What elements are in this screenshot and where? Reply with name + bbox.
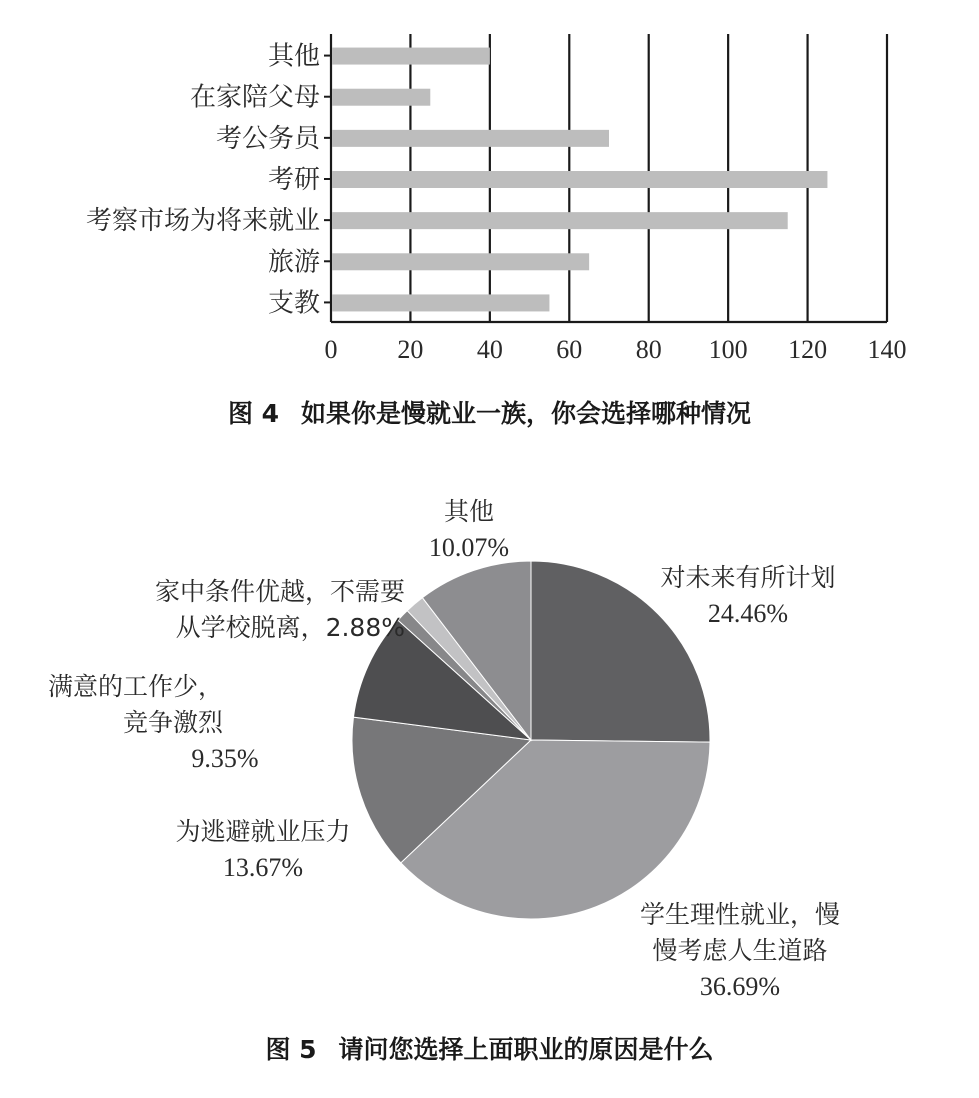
slice-value-label: 13.67%: [222, 853, 304, 882]
x-tick-label: 80: [635, 335, 662, 364]
slice-label: 学生理性就业，慢: [639, 900, 841, 929]
category-label: 旅游: [267, 247, 320, 278]
category-label: 在家陪父母: [189, 82, 320, 113]
bar: [332, 89, 430, 106]
category-label: 其他: [267, 41, 320, 72]
bar: [332, 212, 788, 229]
slice-label: 为逃避就业压力: [175, 817, 351, 846]
bar: [332, 294, 549, 311]
slice-label: 其他: [443, 497, 495, 526]
category-label: 考察市场为将来就业: [85, 206, 320, 237]
slice-value-label: 24.46%: [707, 599, 789, 628]
slice-value-label: 10.07%: [428, 533, 510, 562]
x-tick-label: 40: [476, 335, 503, 364]
x-tick-label: 100: [708, 335, 748, 364]
slice-value-label: 9.35%: [191, 744, 259, 773]
slice-label: 从学校脱离，2.88%: [175, 613, 405, 642]
slice-label: 家中条件优越，不需要: [154, 577, 405, 606]
x-tick-label: 20: [397, 335, 424, 364]
pie-chart: [0, 470, 979, 1020]
figure-5-number: 图 5: [265, 1035, 317, 1064]
slice-label: 满意的工作少，: [47, 672, 223, 701]
bar: [332, 253, 589, 270]
category-label: 考公务员: [215, 123, 320, 154]
x-tick-label: 60: [556, 335, 583, 364]
category-label: 考研: [267, 165, 320, 195]
figure-5-title: 请问您选择上面职业的原因是什么: [338, 1035, 714, 1064]
bar: [332, 48, 490, 65]
x-tick-label: 0: [324, 335, 338, 364]
x-tick-label: 140: [867, 335, 907, 364]
slice-label: 竞争激烈: [122, 708, 223, 737]
figure-4-caption: [0, 394, 979, 430]
bar-chart: [0, 0, 979, 390]
bar: [332, 171, 827, 188]
x-tick-label: 120: [788, 335, 828, 364]
figure-4-number: 图 4: [227, 399, 280, 428]
bar: [332, 130, 609, 147]
slice-label: 慢考虑人生道路: [652, 936, 828, 965]
figure-5-caption: [0, 1030, 979, 1066]
figure-4-title: 如果你是慢就业一族，你会选择哪种情况: [301, 399, 752, 428]
category-label: 支教: [267, 288, 320, 319]
slice-label: 对未来有所计划: [660, 563, 836, 592]
slice-value-label: 36.69%: [699, 972, 781, 1001]
